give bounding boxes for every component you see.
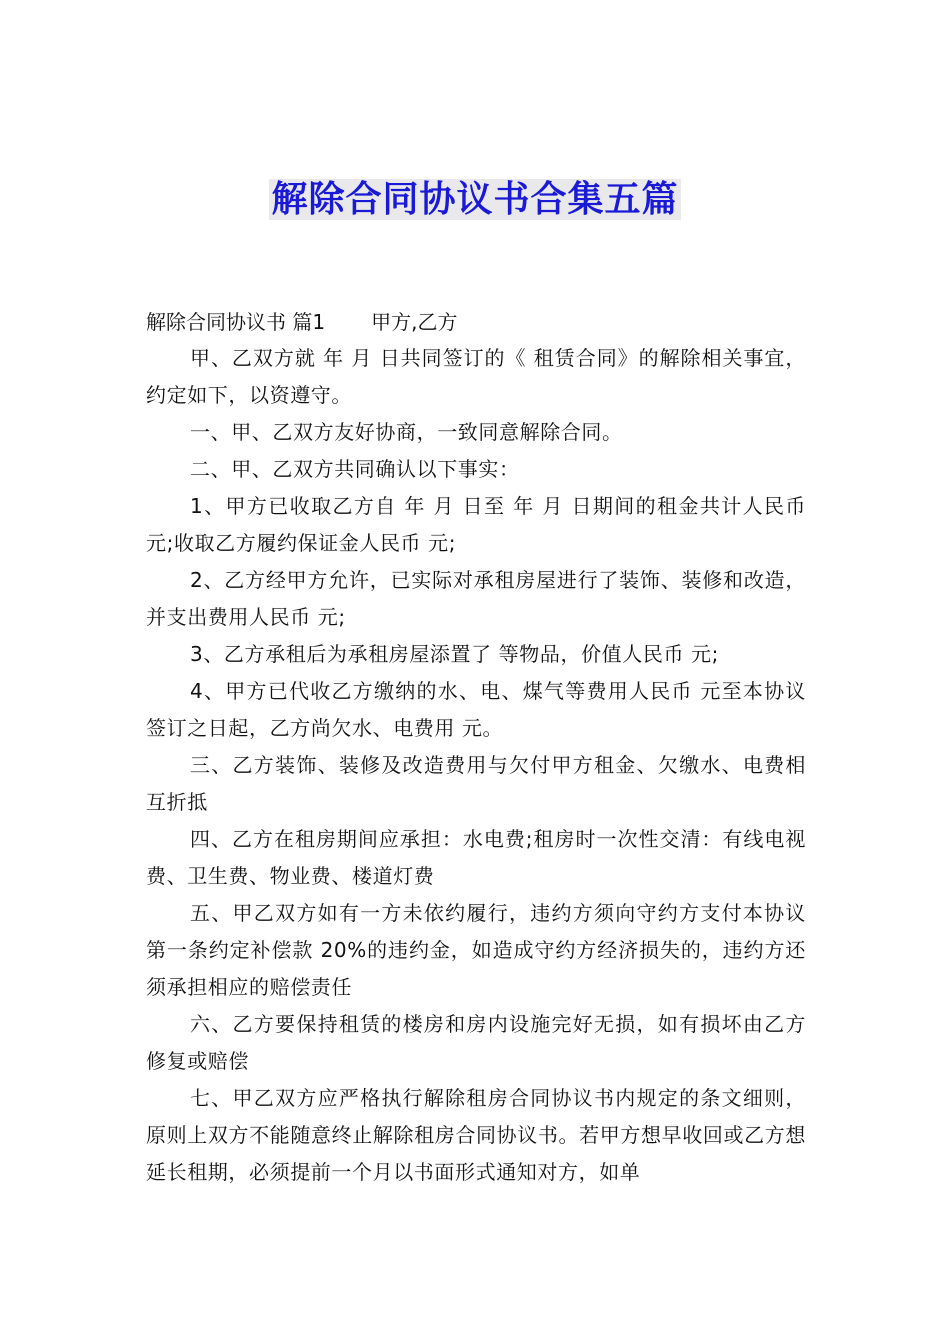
paragraph-intro: 甲、乙双方就 年 月 日共同签订的《 租赁合同》的解除相关事宜，约定如下，以资遵守。 [146, 346, 806, 407]
paragraph-clause-3: 三、乙方装饰、装修及改造费用与欠付甲方租金、欠缴水、电费相互折抵 [146, 753, 806, 814]
paragraph-clause-1: 一、甲、乙双方友好协商，一致同意解除合同。 [190, 420, 623, 444]
paragraph-fact-1: 1、甲方已收取乙方自 年 月 日至 年 月 日期间的租金共计人民币 元;收取乙方履约保证金人民币 元; [146, 494, 806, 555]
paragraph-clause-4: 四、乙方在租房期间应承担：水电费;租房时一次性交清：有线电视费、卫生费、物业费、楼道灯费 [146, 827, 806, 888]
document-title-text: 解除合同协议书合集五篇 [271, 179, 679, 220]
paragraph-clause-2: 二、甲、乙双方共同确认以下事实： [190, 457, 520, 481]
paragraph-clause-6: 六、乙方要保持租赁的楼房和房内设施完好无损，如有损坏由乙方修复或赔偿 [146, 1012, 806, 1073]
paragraph-clause-7: 七、甲乙双方应严格执行解除租房合同协议书内规定的条文细则，原则上双方不能随意终止解除租房合同协议书。若甲方想早收回或乙方想延长租期，必须提前一个月以书面形式通知对方，如单 [146, 1086, 806, 1184]
section-heading-line [146, 304, 806, 340]
paragraph-fact-4: 4、甲方已代收乙方缴纳的水、电、煤气等费用人民币 元至本协议签订之日起，乙方尚欠水、电费用 元。 [146, 679, 806, 740]
paragraph-fact-3: 3、乙方承租后为承租房屋添置了 等物品，价值人民币 元; [190, 642, 719, 666]
parties-label: 甲方,乙方 [371, 310, 458, 334]
paragraph-fact-2: 2、乙方经甲方允许，已实际对承租房屋进行了装饰、装修和改造，并支出费用人民币 元; [146, 568, 806, 629]
document-title [0, 176, 950, 224]
paragraph-clause-5: 五、甲乙双方如有一方未依约履行，违约方须向守约方支付本协议第一条约定补偿款 20%的违约金，如造成守约方经济损失的，违约方还须承担相应的赔偿责任 [146, 901, 806, 999]
document-body [146, 304, 806, 1191]
section-heading: 解除合同协议书 篇1 [146, 310, 326, 334]
